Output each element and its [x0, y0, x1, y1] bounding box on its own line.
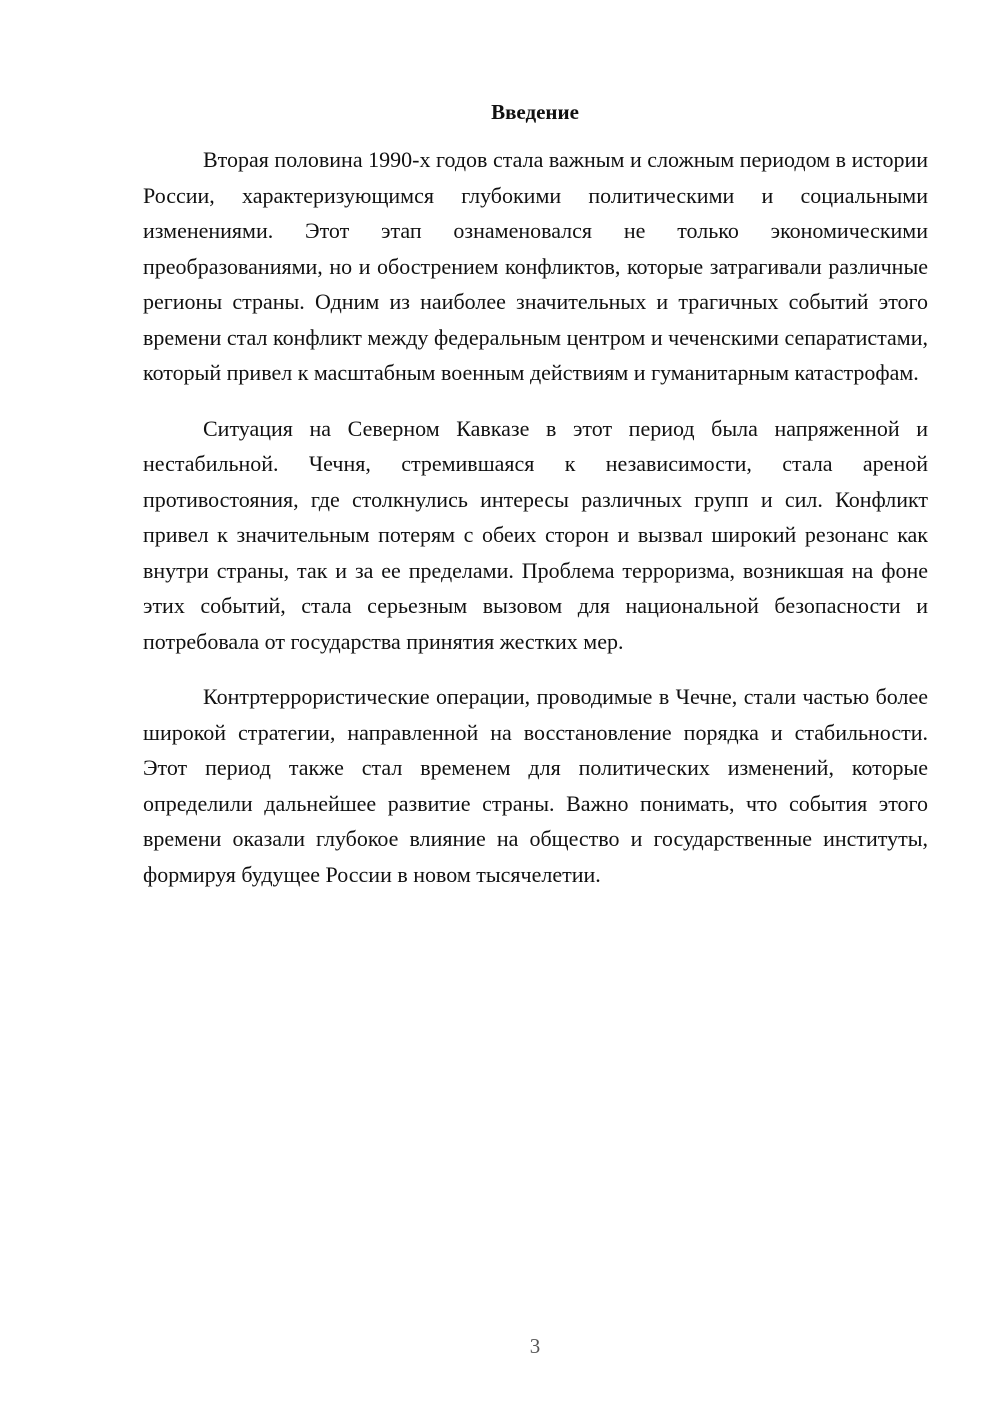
paragraph: Контртеррористические операции, проводимые в Чечне, стали частью более широкой стратегии, направленной на восстановление порядка и стабильности. Этот период также стал временем для политических изменений, которые определили дальнейшее развитие страны. Важно понимать, что события этого времени оказали глубокое влияние на общество и государственные институты, формируя будущее России в новом тысячелетии. — [143, 684, 928, 887]
body-text — [143, 142, 928, 912]
section-heading: Введение — [491, 100, 579, 124]
paragraph: Вторая половина 1990-х годов стала важным и сложным периодом в истории России, характеризующимся глубокими политическими и социальными изменениями. Этот этап ознаменовался не только экономическими преобразованиями, но и обострением конфликтов, которые затрагивали различные регионы страны. Одним из наиболее значительных и трагичных событий этого времени стал конфликт между федеральным центром и чеченскими сепаратистами, который привел к масштабным военным действиям и гуманитарным катастрофам. — [143, 147, 928, 385]
page-number: 3 — [529, 1334, 541, 1358]
paragraph: Ситуация на Северном Кавказе в этот период была напряженной и нестабильной. Чечня, стремившаяся к независимости, стала ареной противостояния, где столкнулись интересы различных групп и сил. Конфликт привел к значительным потерям с обеих сторон и вызвал широкий резонанс как внутри страны, так и за ее пределами. Проблема терроризма, возникшая на фоне этих событий, стала серьезным вызовом для национальной безопасности и потребовала от государства принятия жестких мер. — [143, 415, 928, 654]
